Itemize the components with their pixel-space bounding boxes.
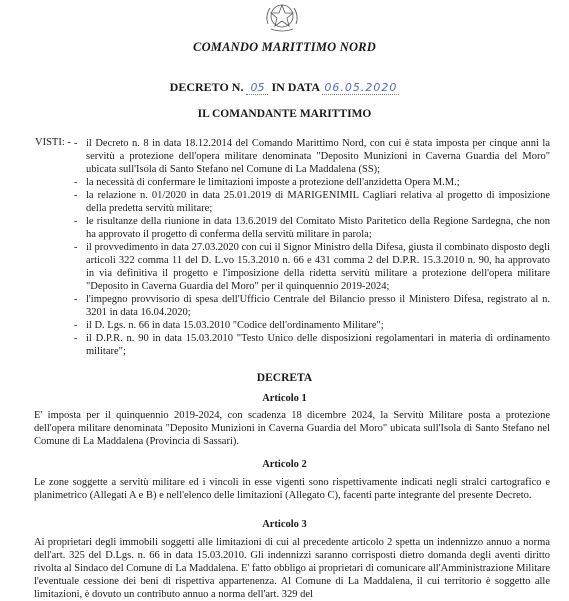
italian-republic-emblem-icon: [262, 2, 302, 32]
article-1-body: E' imposta per il quinquennio 2019-2024, con scadenza 18 dicembre 2024, la Servitù Militare posta a protezione dell'opera militare denominata "Deposito Munizioni in Caverna Guardia del Moro" ubicata sull'Isola di Santo Stefano nel Comune di La Maddalena (Provincia di Sassari).: [34, 410, 550, 447]
decree-number-line: [0, 80, 569, 95]
visti-item: - il D.P.R. n. 90 in data 15.03.2010 "Testo Unico delle disposizioni regolamentari in materia di ordinamento militare";: [76, 332, 550, 358]
visti-item: - il provvedimento in data 27.03.2020 con cui il Signor Ministro della Difesa, giusta il combinato disposto degli articoli 322 comma 11 del D. L.vo 15.3.2010 n. 66 e 431 comma 2 del D.P.R. 15.3.2010 n. 90, ha approvato in via definitiva il progetto e l'imposizione della ridetta servitù militare a protezione dell'opera militare "Deposito in Caverna Guardia del Moro" per il quinquennio 2019-2024;: [76, 241, 550, 293]
article-2-title: Articolo 2: [262, 459, 307, 470]
decreta-heading: DECRETA: [256, 372, 313, 384]
article-3-title: Articolo 3: [262, 519, 307, 530]
visti-item: - le risultanze della riunione in data 13.6.2019 del Comitato Misto Paritetico della Regione Sardegna, che non ha approvato il progetto di conferma della servitù militare in parola;: [76, 215, 550, 241]
visti-item: - la necessità di confermare le limitazioni imposte a protezione dell'anzidetta Opera M.M.;: [76, 176, 550, 189]
visti-item: - il Decreto n. 8 in data 18.12.2014 del Comando Marittimo Nord, con cui è stata imposta per cinque anni la servitù a protezione dell'opera militare denominata "Deposito Munizioni in Caverna Guardia del Moro" ubicata sull'Isola di Santo Stefano nel Comune di La Maddalena (SS);: [76, 137, 550, 176]
authority-heading: IL COMANDANTE MARITTIMO: [197, 108, 372, 120]
visti-item: - l'impegno provvisorio di spesa dell'Ufficio Centrale del Bilancio presso il Ministero Difesa, registrato al n. 3201 in data 16.04.2020;: [76, 293, 550, 319]
visti-item: - la relazione n. 01/2020 in data 25.01.2019 di MARIGENIMIL Cagliari relativa al progetto di imposizione della predetta servitù militare;: [76, 189, 550, 215]
visti-item: - il D. Lgs. n. 66 in data 15.03.2010 "Codice dell'ordinamento Militare";: [76, 319, 550, 332]
decree-prefix: DECRETO N.: [169, 80, 244, 94]
article-2-body: Le zone soggette a servitù militare ed i vincoli in esse vigenti sono rispettivamente indicati negli stralci cartografico e planimetrico (Allegati A e B) e nell'elenco delle limitazioni (Allegato C), facenti parte integrante del presente Decreto.: [34, 477, 550, 501]
article-1-title: Articolo 1: [262, 393, 307, 404]
command-heading: COMANDO MARITTIMO NORD: [193, 40, 376, 54]
decree-number: 05: [246, 81, 268, 95]
visti-label: VISTI: -: [35, 137, 71, 148]
article-3-body: Ai proprietari degli immobili soggetti alle limitazioni di cui al precedente articolo 2 spetta un indennizzo annuo a norma dell'art. 325 del D.Lgs. n. 66 in data 15.03.2010. Gli indennizzi saranno corrisposti dietro domanda degli aventi diritto rivolta al Sindaco del Comune di La Maddalena. E' fatto obbligo ai proprietari di comunicare all'Amministrazione Militare l'eventuale cessione dei beni di rispettiva appartenenza. Al Comune di La Maddalena, il cui territorio è soggetto alle limitazioni, è dovuto un contributo annuo a norma dell'art. 329 del: [34, 537, 550, 600]
decree-date: 06.05.2020: [324, 81, 398, 94]
visti-list: [76, 137, 550, 358]
decree-date-prefix: IN DATA: [271, 80, 320, 94]
